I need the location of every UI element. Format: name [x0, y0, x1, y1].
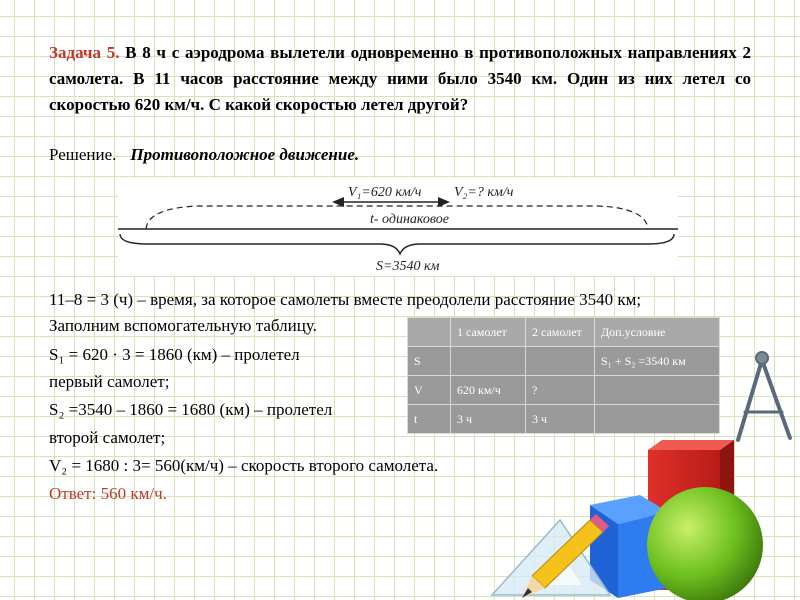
- distance-label: S=3540 км: [376, 259, 440, 274]
- answer-line: Ответ: 560 км/ч.: [49, 484, 167, 503]
- table-cell: V: [408, 376, 451, 405]
- solution-line-2: Заполним вспомогательную таблицу.: [49, 316, 317, 335]
- solution-line-7: V₂ = 1680 : 3= 560(км/ч) – скорость второго самолета.: [49, 456, 439, 475]
- v2-label: V₂=? км/ч: [454, 185, 514, 200]
- solution-label: Решение.: [49, 145, 117, 164]
- solution-line-6: второй самолет;: [49, 428, 166, 447]
- table-header-cell: Доп.условие: [595, 318, 720, 347]
- compass-icon: [738, 352, 790, 440]
- task-label: Задача 5.: [49, 43, 120, 62]
- solution-line-3: S₁ = 620 · 3 = 1860 (км) – пролетел: [49, 345, 300, 364]
- task-statement: [49, 40, 751, 118]
- table-cell: 3 ч: [526, 405, 595, 434]
- table-cell: t: [408, 405, 451, 434]
- solution-line-4: первый самолет;: [49, 372, 170, 391]
- motion-diagram: [118, 178, 678, 276]
- table-cell: ?: [526, 376, 595, 405]
- v1-label: V₁=620 км/ч: [348, 185, 422, 200]
- green-sphere-icon: [647, 487, 763, 600]
- solution-heading: [49, 145, 359, 165]
- solution-line-5: S₂ =3540 – 1860 = 1680 (км) – пролетел: [49, 400, 333, 419]
- table-cell: 620 км/ч: [451, 376, 526, 405]
- table-header-cell: [408, 318, 451, 347]
- table-cell: S₁ + S₂ =3540 км: [595, 347, 720, 376]
- geometry-decoration: [470, 340, 800, 600]
- time-label: t- одинаковое: [370, 212, 450, 227]
- solution-line-1: 11–8 = 3 (ч) – время, за которое самолеты вместе преодолели расстояние 3540 км;: [49, 290, 642, 309]
- table-cell: S: [408, 347, 451, 376]
- task-text: В 8 ч с аэродрома вылетели одновременно в противоположных направлениях 2 самолета. В 11 часов расстояние между ними было 3540 км. Один из них летел со скоростью 620 км/ч. С какой скоростью летел другой?: [49, 43, 752, 114]
- table-header-cell: 2 самолет: [526, 318, 595, 347]
- table-header-cell: 1 самолет: [451, 318, 526, 347]
- motion-type: Противоположное движение.: [130, 145, 360, 164]
- table-cell: 3 ч: [451, 405, 526, 434]
